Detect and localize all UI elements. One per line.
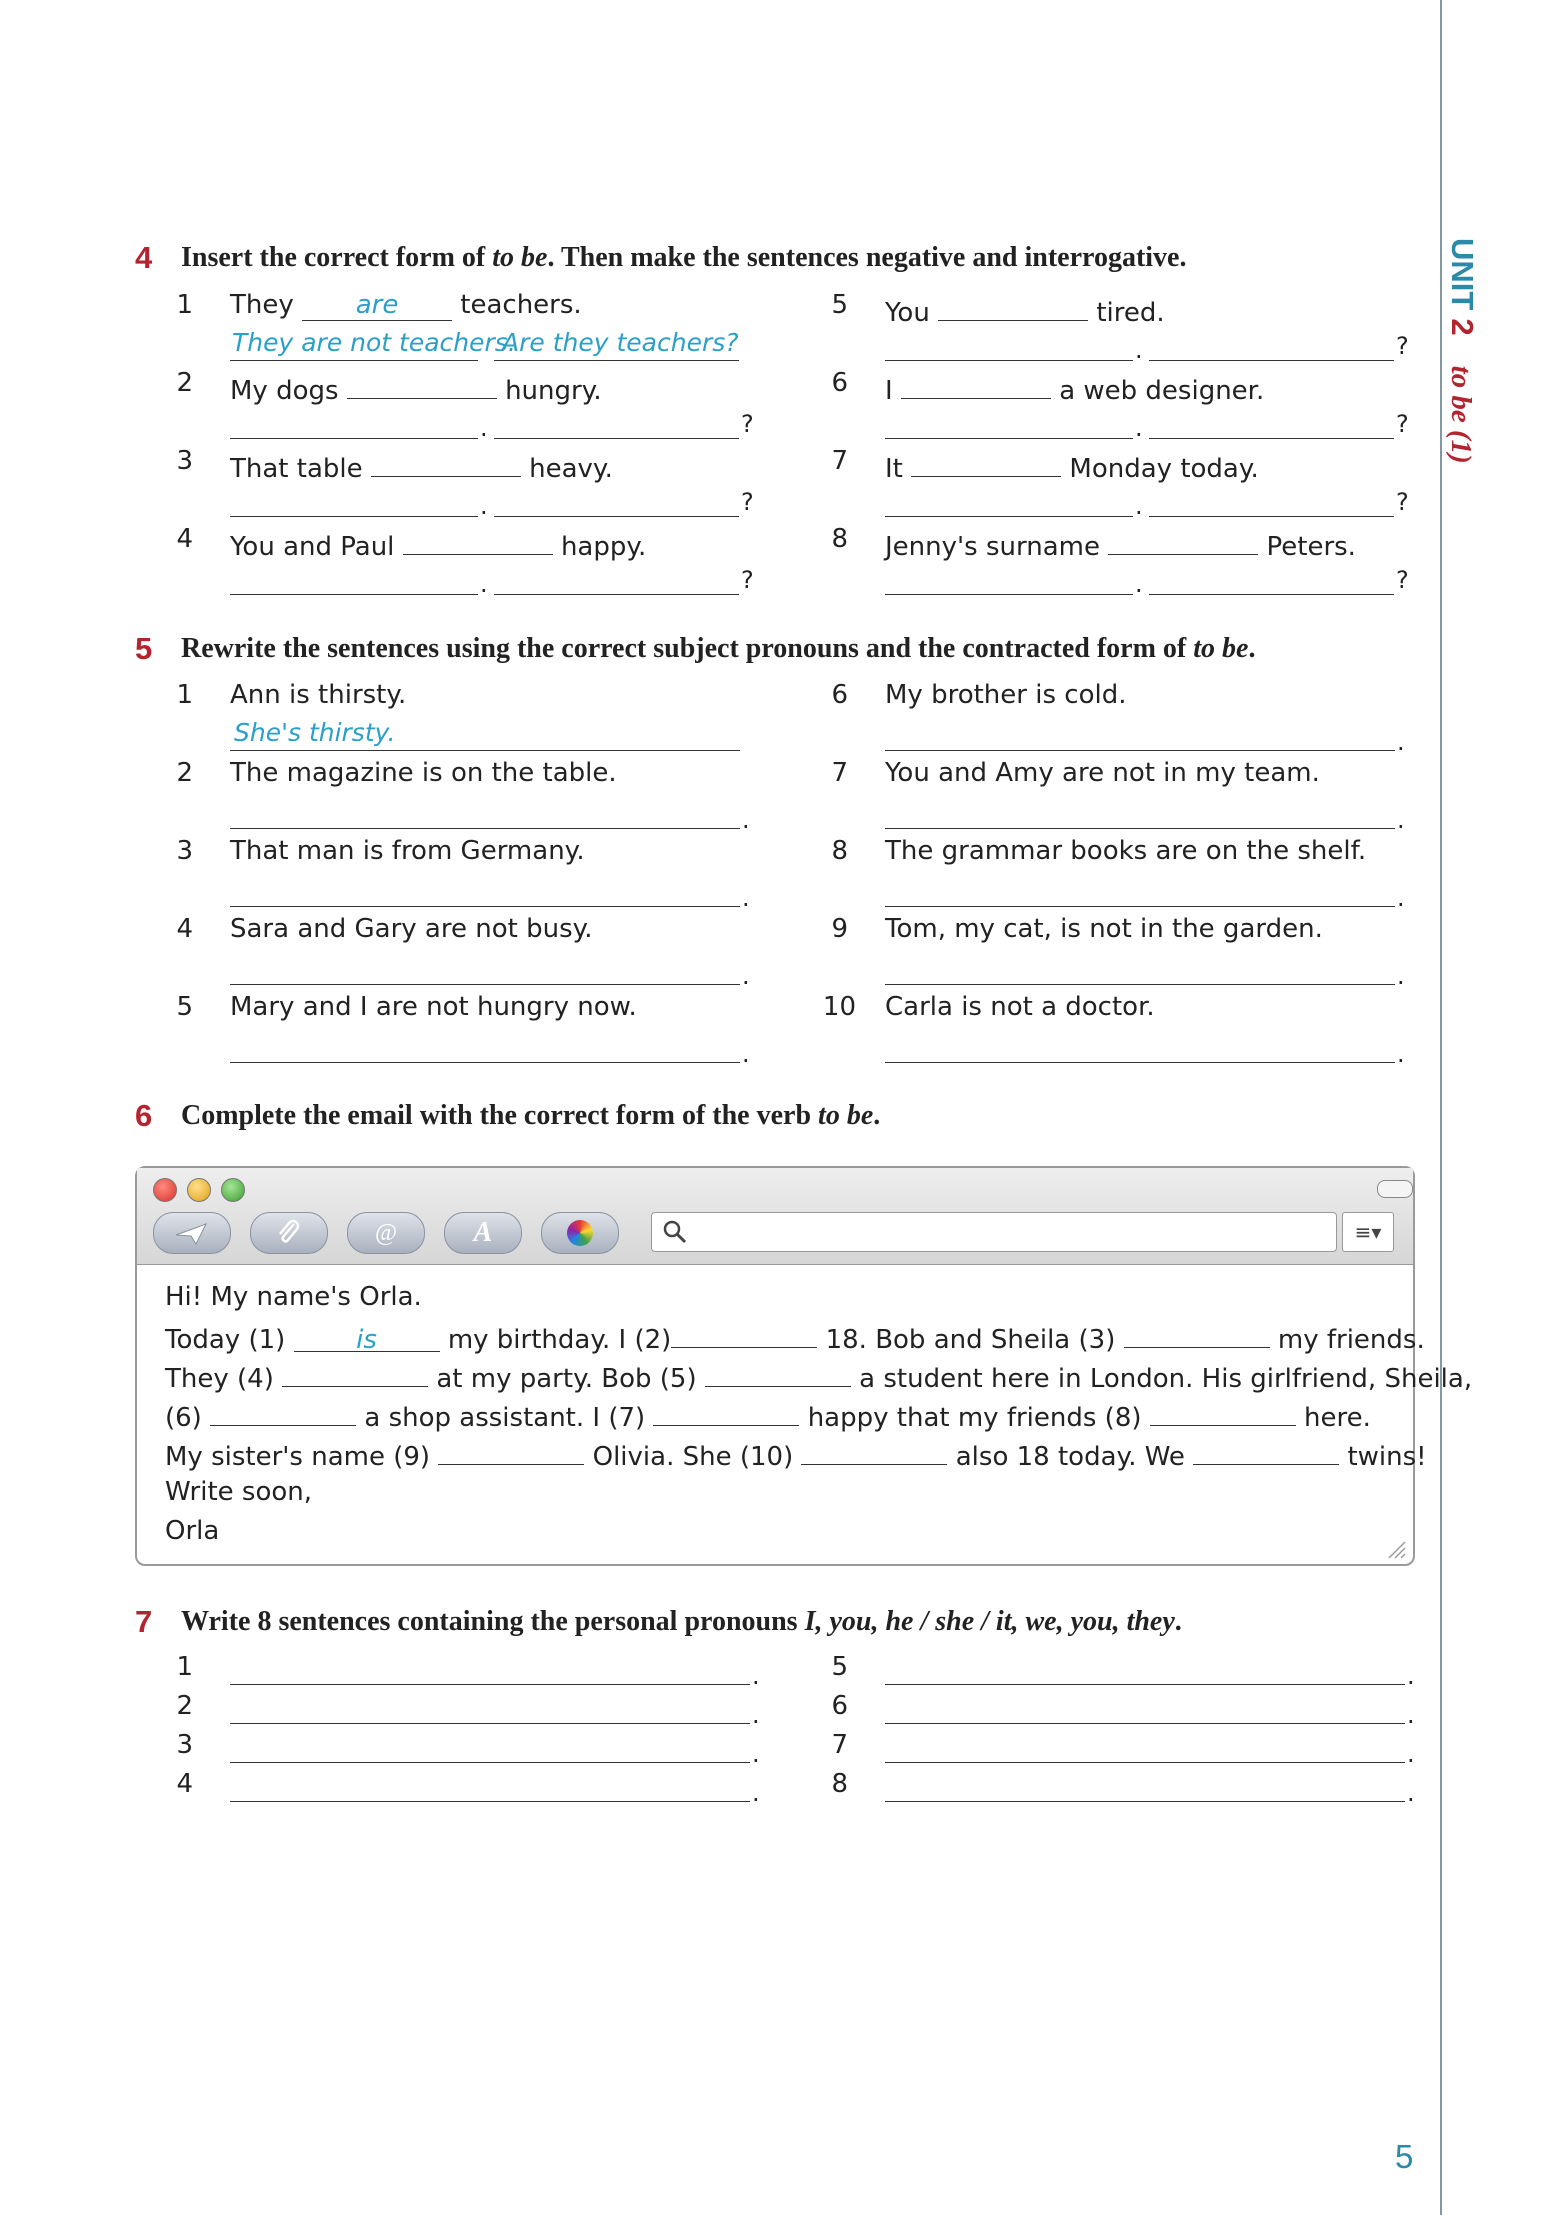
negative-answer-line[interactable] — [885, 486, 1133, 517]
answer-blank[interactable] — [371, 446, 521, 477]
full-stop: . — [1407, 1662, 1415, 1690]
item-number: 1 — [176, 680, 193, 710]
email-greeting: Hi! My name's Orla. — [165, 1282, 422, 1312]
question-answer: Are they teachers? — [502, 328, 739, 357]
answer-blank[interactable] — [347, 368, 497, 399]
full-stop: . — [1397, 962, 1405, 990]
email-line-5: My sister's name (9) Olivia. She (10) also 18 today. We twins! — [165, 1434, 1472, 1473]
question-mark: ? — [741, 566, 754, 594]
unit-number: 2 — [1445, 318, 1480, 336]
answer-blank-10[interactable] — [801, 1434, 947, 1465]
negative-answer-line[interactable] — [230, 564, 478, 595]
answer-blank-1[interactable]: is — [294, 1321, 440, 1352]
answer-blank-9[interactable] — [438, 1434, 584, 1465]
exercise-instruction: Insert the correct form of to be. Then make the sentences negative and interrogative. — [181, 242, 1187, 273]
answer-blank-8[interactable] — [1150, 1395, 1296, 1426]
email-line-2: Today (1) is my birthday. I (2) 18. Bob and Sheila (3) my friends. — [165, 1317, 1472, 1356]
full-stop: . — [1397, 728, 1405, 756]
full-stop: . — [752, 1740, 760, 1768]
item-number: 4 — [176, 524, 193, 554]
question-answer-line[interactable] — [494, 408, 739, 439]
item-number: 5 — [831, 1652, 848, 1682]
unit-side-tab — [1445, 238, 1505, 498]
full-stop: . — [742, 962, 750, 990]
negative-answer-line[interactable] — [885, 564, 1133, 595]
exercise-instruction: Complete the email with the correct form of the verb to be. — [181, 1100, 881, 1131]
attach-button[interactable] — [250, 1212, 328, 1254]
full-stop: . — [1397, 1040, 1405, 1068]
sentence-answer-line[interactable] — [885, 1771, 1405, 1802]
question-mark: ? — [741, 488, 754, 516]
answer-blank-3[interactable] — [1124, 1317, 1270, 1348]
full-stop: . — [1407, 1701, 1415, 1729]
exercise-4-item: You tired. — [885, 290, 1165, 328]
full-stop: . — [1135, 492, 1143, 520]
negative-answer-line[interactable] — [230, 328, 516, 361]
rewrite-answer-line[interactable] — [230, 798, 740, 829]
item-number: 4 — [176, 1769, 193, 1799]
unit-label: UNIT — [1445, 238, 1480, 311]
item-number: 8 — [831, 524, 848, 554]
answer-blank-5[interactable] — [705, 1356, 851, 1387]
rewrite-answer-line[interactable] — [230, 954, 740, 985]
full-stop: . — [752, 1662, 760, 1690]
negative-answer-line[interactable] — [230, 408, 478, 439]
item-number: 10 — [822, 992, 856, 1022]
full-stop: . — [480, 570, 488, 598]
full-stop: . — [1407, 1779, 1415, 1807]
colors-button[interactable] — [541, 1212, 619, 1254]
exercise-4-item: My dogs hungry. — [230, 368, 602, 406]
rewrite-answer-line[interactable] — [885, 798, 1395, 829]
exercise-4-item: Jenny's surname Peters. — [885, 524, 1356, 562]
full-stop: . — [742, 806, 750, 834]
question-answer-line[interactable] — [494, 330, 739, 361]
item-number: 1 — [176, 290, 193, 320]
search-icon — [660, 1217, 690, 1247]
answer-blank[interactable]: are — [302, 290, 452, 321]
item-number: 3 — [176, 446, 193, 476]
zoom-window-icon[interactable] — [221, 1178, 245, 1202]
full-stop: . — [742, 1040, 750, 1068]
item-number: 2 — [176, 1691, 193, 1721]
question-mark: ? — [1396, 332, 1409, 360]
question-answer-line[interactable] — [1149, 408, 1394, 439]
negative-answer-line[interactable] — [230, 486, 478, 517]
exercise-5-sentence: You and Amy are not in my team. — [885, 758, 1320, 788]
exercise-5-sentence: That man is from Germany. — [230, 836, 585, 866]
exercise-4-item: I a web designer. — [885, 368, 1264, 406]
rewrite-answer-line[interactable] — [885, 876, 1395, 907]
at-sign-icon: @ — [374, 1220, 398, 1246]
item-number: 3 — [176, 836, 193, 866]
email-body — [165, 1278, 1472, 1551]
exercise-5-sentence: The grammar books are on the shelf. — [885, 836, 1367, 866]
rewrite-answer-line[interactable] — [230, 1032, 740, 1063]
item-number: 2 — [176, 758, 193, 788]
item-number: 8 — [831, 836, 848, 866]
answer-blank-2[interactable] — [671, 1317, 817, 1348]
exercise-5-sentence: Mary and I are not hungry now. — [230, 992, 637, 1022]
answer-blank-4[interactable] — [282, 1356, 428, 1387]
full-stop: . — [1397, 806, 1405, 834]
question-answer-line[interactable] — [1149, 564, 1394, 595]
email-signature: Orla — [165, 1516, 220, 1546]
item-number: 1 — [176, 1652, 193, 1682]
full-stop: . — [480, 492, 488, 520]
answer-blank[interactable] — [911, 446, 1061, 477]
negative-answer-line[interactable] — [885, 408, 1133, 439]
question-mark: ? — [1396, 410, 1409, 438]
question-mark: ? — [1396, 488, 1409, 516]
full-stop: . — [1135, 336, 1143, 364]
question-answer-line[interactable] — [494, 486, 739, 517]
exercise-4-item: They are teachers. — [230, 290, 582, 320]
answer-blank[interactable] — [403, 524, 553, 555]
email-line-4: (6) a shop assistant. I (7) happy that my friends (8) here. — [165, 1395, 1472, 1434]
toolbar-toggle-button[interactable] — [1377, 1180, 1413, 1198]
answer-blank[interactable] — [901, 368, 1051, 399]
exercise-4-item: It Monday today. — [885, 446, 1259, 484]
exercise-5-sentence: Ann is thirsty. — [230, 680, 407, 710]
colors-icon — [567, 1220, 593, 1246]
full-stop: . — [1397, 884, 1405, 912]
rewrite-answer: She's thirsty. — [234, 718, 396, 747]
address-button[interactable] — [347, 1212, 425, 1254]
exercise-number: 7 — [135, 1604, 153, 1639]
exercise-5-sentence: Carla is not a doctor. — [885, 992, 1155, 1022]
question-mark: ? — [741, 410, 754, 438]
email-window — [135, 1166, 1473, 1566]
answer-blank-11[interactable] — [1193, 1434, 1339, 1465]
view-menu-button[interactable] — [1342, 1212, 1394, 1252]
item-number: 7 — [831, 758, 848, 788]
resize-grip-icon[interactable] — [1383, 1536, 1407, 1560]
exercise-5-sentence: The magazine is on the table. — [230, 758, 617, 788]
sentence-answer-line[interactable] — [230, 1693, 750, 1724]
unit-topic: to be (1) — [1445, 365, 1477, 464]
exercise-instruction: Write 8 sentences containing the personal pronouns I, you, he / she / it, we, you, they. — [181, 1606, 1182, 1637]
item-number: 6 — [831, 368, 848, 398]
search-input[interactable] — [651, 1212, 1337, 1252]
minimize-window-icon[interactable] — [187, 1178, 211, 1202]
exercise-number: 4 — [135, 240, 153, 275]
margin-rule — [1440, 0, 1442, 2215]
answer-blank-6[interactable] — [210, 1395, 356, 1426]
sentence-answer-line[interactable] — [230, 1732, 750, 1763]
full-stop: . — [752, 1779, 760, 1807]
answer-blank[interactable] — [1108, 524, 1258, 555]
full-stop: . — [1135, 570, 1143, 598]
sentence-answer-line[interactable] — [230, 1654, 750, 1685]
exercise-4-item: That table heavy. — [230, 446, 613, 484]
fonts-button[interactable] — [444, 1212, 522, 1254]
font-icon: A — [473, 1217, 493, 1248]
item-number: 9 — [831, 914, 848, 944]
item-number: 7 — [831, 446, 848, 476]
sentence-answer-line[interactable] — [885, 1693, 1405, 1724]
email-line-3: They (4) at my party. Bob (5) a student here in London. His girlfriend, Sheila, — [165, 1356, 1472, 1395]
exercise-5-sentence: Sara and Gary are not busy. — [230, 914, 593, 944]
full-stop: . — [480, 414, 488, 442]
page-number: 5 — [1395, 2138, 1414, 2175]
exercise-number: 5 — [135, 631, 153, 666]
email-toolbar — [137, 1168, 1413, 1265]
send-icon — [172, 1218, 212, 1248]
close-window-icon[interactable] — [153, 1178, 177, 1202]
attachment-icon — [274, 1218, 304, 1248]
negative-answer: They are not teachers. — [232, 328, 516, 357]
email-closing: Write soon, — [165, 1477, 313, 1507]
exercise-5-sentence: Tom, my cat, is not in the garden. — [885, 914, 1323, 944]
exercise-4-item: You and Paul happy. — [230, 524, 646, 562]
item-number: 5 — [176, 992, 193, 1022]
exercise-instruction: Rewrite the sentences using the correct subject pronouns and the contracted form of to be. — [181, 633, 1256, 664]
item-number: 5 — [831, 290, 848, 320]
full-stop: . — [1407, 1740, 1415, 1768]
rewrite-answer-line[interactable] — [885, 720, 1395, 751]
sentence-answer-line[interactable] — [230, 1771, 750, 1802]
rewrite-answer-line[interactable] — [885, 954, 1395, 985]
answer-blank[interactable] — [938, 290, 1088, 321]
item-number: 6 — [831, 680, 848, 710]
menu-icon: ≡▾ — [1354, 1220, 1382, 1244]
question-answer-line[interactable] — [494, 564, 739, 595]
item-number: 6 — [831, 1691, 848, 1721]
send-button[interactable] — [153, 1212, 231, 1254]
exercise-number: 6 — [135, 1098, 153, 1133]
question-answer-line[interactable] — [1149, 486, 1394, 517]
full-stop: . — [742, 884, 750, 912]
sentence-answer-line[interactable] — [885, 1732, 1405, 1763]
full-stop: . — [1135, 414, 1143, 442]
negative-answer-line[interactable] — [885, 330, 1133, 361]
item-number: 8 — [831, 1769, 848, 1799]
item-number: 3 — [176, 1730, 193, 1760]
answer-blank-7[interactable] — [653, 1395, 799, 1426]
rewrite-answer-line[interactable] — [230, 720, 740, 751]
question-answer-line[interactable] — [1149, 330, 1394, 361]
item-number: 7 — [831, 1730, 848, 1760]
exercise-5-sentence: My brother is cold. — [885, 680, 1127, 710]
rewrite-answer-line[interactable] — [885, 1032, 1395, 1063]
item-number: 4 — [176, 914, 193, 944]
item-number: 2 — [176, 368, 193, 398]
question-mark: ? — [1396, 566, 1409, 594]
sentence-answer-line[interactable] — [885, 1654, 1405, 1685]
full-stop: . — [752, 1701, 760, 1729]
rewrite-answer-line[interactable] — [230, 876, 740, 907]
